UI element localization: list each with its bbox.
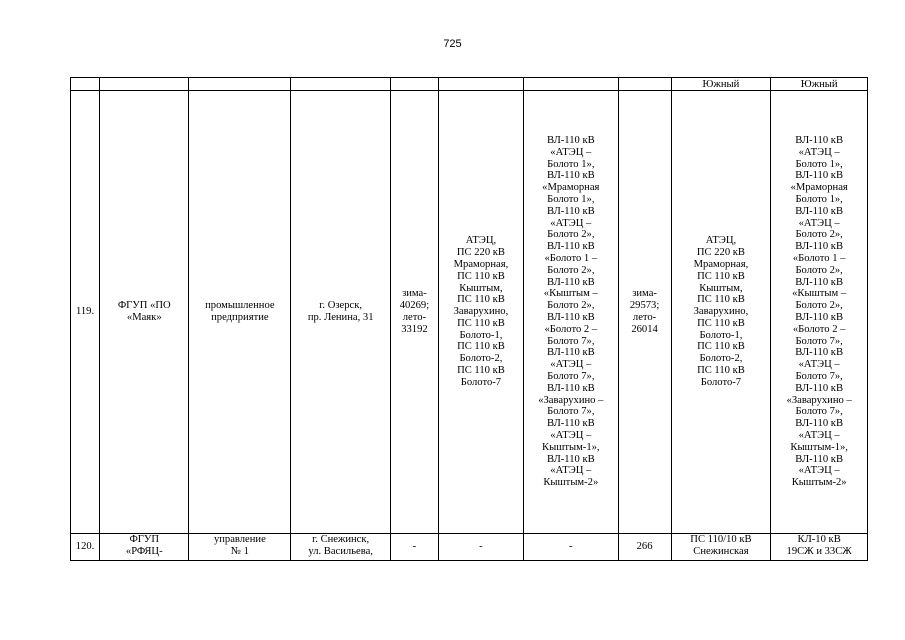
cell-line: ВЛ-110 кВ bbox=[795, 205, 844, 217]
data-table bbox=[70, 77, 868, 561]
cell-line: № 1 bbox=[230, 546, 249, 557]
header-cell bbox=[618, 78, 671, 91]
cell-line: Болото 2», bbox=[547, 229, 595, 241]
power-lines-cell-1 bbox=[524, 91, 619, 534]
load-cell-1 bbox=[391, 91, 439, 534]
cell-line: предприятие bbox=[211, 312, 269, 323]
cell-line: 29573; bbox=[629, 300, 660, 312]
organization-cell bbox=[100, 91, 189, 534]
cell-line: Кыштым-1», bbox=[542, 441, 600, 453]
header-cell bbox=[391, 78, 439, 91]
cell-line: «АТЭЦ – bbox=[798, 217, 840, 229]
cell-line: ПС 110 кВ bbox=[457, 365, 505, 377]
cell-line: ВЛ-110 кВ bbox=[546, 205, 595, 217]
header-cell: Южный bbox=[671, 78, 771, 91]
cell-line: ПС 110 кВ bbox=[697, 365, 745, 377]
cell-line: ФГУП bbox=[129, 534, 160, 545]
address-cell bbox=[291, 91, 391, 534]
cell-line: Болото 1», bbox=[547, 194, 595, 206]
cell-line: - bbox=[412, 541, 417, 552]
power-lines-cell-2 bbox=[771, 91, 868, 534]
header-row bbox=[71, 78, 868, 91]
header-cell bbox=[291, 78, 391, 91]
cell-line: АТЭЦ, bbox=[465, 235, 497, 247]
cell-line: ВЛ-110 кВ bbox=[795, 135, 844, 147]
cell-line: Болото-2, bbox=[459, 353, 503, 365]
power-lines-cell-2 bbox=[771, 534, 868, 561]
cell-line: ВЛ-110 кВ bbox=[546, 241, 595, 253]
cell-line: Болото-1, bbox=[459, 329, 503, 341]
cell-line: «Заварухино – bbox=[786, 394, 852, 406]
header-cell bbox=[71, 78, 100, 91]
cell-line: ВЛ-110 кВ bbox=[546, 312, 595, 323]
cell-line: ПС 110 кВ bbox=[457, 270, 505, 282]
cell-line: Заварухино, bbox=[453, 306, 509, 318]
cell-line: г. Озерск, bbox=[319, 300, 363, 312]
cell-line: ПС 220 кВ bbox=[456, 247, 505, 259]
cell-line: зима- bbox=[402, 288, 427, 300]
cell-line: ВЛ-110 кВ bbox=[795, 241, 844, 253]
cell-line: ПС 110 кВ bbox=[697, 317, 745, 329]
load-cell-2 bbox=[618, 534, 671, 561]
consumer-type-cell bbox=[189, 534, 291, 561]
cell-line: ВЛ-110 кВ bbox=[795, 276, 844, 288]
cell-line: Болото 1», bbox=[795, 194, 843, 206]
cell-line: Кыштым-2» bbox=[543, 477, 599, 489]
cell-line: АТЭЦ, bbox=[705, 235, 737, 247]
cell-line: ул. Васильева, bbox=[308, 546, 373, 557]
load-cell-1 bbox=[391, 534, 439, 561]
organization-cell bbox=[100, 534, 189, 561]
cell-line: Снежинская bbox=[693, 546, 749, 557]
cell-line: ВЛ-110 кВ bbox=[546, 135, 595, 147]
cell-line: г. Снежинск, bbox=[312, 534, 370, 545]
cell-line: «Кыштым – bbox=[543, 288, 598, 300]
cell-line: Заварухино, bbox=[693, 306, 749, 318]
cell-line: ВЛ-110 кВ bbox=[546, 170, 595, 182]
cell-line: Мраморная, bbox=[693, 258, 749, 270]
cell-line: зима- bbox=[632, 288, 657, 300]
cell-line: - bbox=[479, 541, 483, 552]
cell-line: Болото 7», bbox=[547, 335, 595, 347]
power-centers-cell-1 bbox=[438, 534, 523, 561]
cell-line: Болото-2, bbox=[699, 353, 743, 365]
cell-line: ПС 110 кВ bbox=[697, 341, 745, 353]
cell-line: Кыштым, bbox=[699, 282, 743, 294]
cell-line: Болото 1», bbox=[795, 158, 843, 170]
cell-line: ПС 110/10 кВ bbox=[690, 534, 752, 545]
cell-line: Болото 7», bbox=[547, 370, 595, 382]
cell-line: «Кыштым – bbox=[792, 288, 847, 300]
cell-line: 33192 bbox=[401, 323, 428, 335]
cell-line: лето- bbox=[632, 312, 657, 323]
cell-line: «АТЭЦ – bbox=[550, 146, 592, 158]
cell-line: Кыштым, bbox=[459, 282, 503, 294]
cell-line: Болото 7», bbox=[795, 406, 843, 418]
cell-line: ПС 110 кВ bbox=[457, 317, 505, 329]
cell-line: «АТЭЦ – bbox=[550, 359, 592, 371]
cell-line: Болото-7 bbox=[460, 376, 502, 388]
cell-line: «АТЭЦ – bbox=[798, 146, 840, 158]
cell-line: ВЛ-110 кВ bbox=[795, 382, 844, 394]
cell-line: пр. Ленина, 31 bbox=[307, 312, 374, 323]
cell-line: ПС 110 кВ bbox=[457, 341, 505, 353]
cell-line: лето- bbox=[402, 312, 427, 323]
cell-line: 40269; bbox=[399, 300, 430, 312]
cell-line: ВЛ-110 кВ bbox=[546, 453, 595, 465]
cell-line: ВЛ-110 кВ bbox=[546, 276, 595, 288]
cell-line: Болото 2», bbox=[795, 300, 843, 312]
cell-line: Болото 7», bbox=[795, 335, 843, 347]
cell-line: «АТЭЦ – bbox=[550, 429, 592, 441]
cell-line: Болото 1», bbox=[547, 158, 595, 170]
cell-line: Болото 2», bbox=[795, 229, 843, 241]
cell-line: - bbox=[569, 541, 573, 552]
cell-line: «АТЭЦ – bbox=[798, 429, 840, 441]
power-centers-cell-1 bbox=[438, 91, 523, 534]
cell-line: «АТЭЦ – bbox=[798, 359, 840, 371]
cell-line: ВЛ-110 кВ bbox=[795, 418, 844, 430]
cell-line: «Заварухино – bbox=[538, 394, 604, 406]
cell-line: ВЛ-110 кВ bbox=[546, 382, 595, 394]
cell-line: ВЛ-110 кВ bbox=[795, 170, 844, 182]
cell-line: ПС 110 кВ bbox=[697, 270, 745, 282]
cell-line: Болото 2», bbox=[547, 264, 595, 276]
cell-line: «РФЯЦ- bbox=[125, 546, 163, 557]
row-number: 119. bbox=[71, 91, 100, 534]
cell-line: Болото-1, bbox=[699, 329, 743, 341]
cell-line: Мраморная, bbox=[453, 258, 509, 270]
cell-line: 19СЖ и 33СЖ bbox=[786, 546, 852, 557]
cell-line: «Мраморная bbox=[542, 182, 600, 194]
cell-line: 266 bbox=[636, 541, 653, 552]
cell-line: Кыштым-1», bbox=[790, 441, 848, 453]
cell-line: Болото-7 bbox=[700, 376, 742, 388]
power-centers-cell-2 bbox=[671, 91, 771, 534]
cell-line: управление bbox=[213, 534, 266, 545]
page-number: 725 bbox=[443, 38, 462, 50]
cell-line: «Маяк» bbox=[126, 312, 162, 323]
table-row-120 bbox=[71, 534, 868, 561]
cell-line: промышленное bbox=[205, 300, 275, 312]
cell-line: ВЛ-110 кВ bbox=[795, 347, 844, 359]
header-cell bbox=[524, 78, 619, 91]
table-row-119 bbox=[71, 91, 868, 534]
load-cell-2 bbox=[618, 91, 671, 534]
cell-line: «Болото 2 – bbox=[544, 323, 598, 335]
cell-line: Болото 2», bbox=[547, 300, 595, 312]
cell-line: «АТЭЦ – bbox=[550, 217, 592, 229]
header-cell bbox=[438, 78, 523, 91]
cell-line: «Мраморная bbox=[790, 182, 848, 194]
cell-line: ПС 110 кВ bbox=[697, 294, 745, 306]
cell-line: КЛ-10 кВ bbox=[797, 534, 841, 545]
cell-line: 26014 bbox=[631, 323, 658, 335]
cell-line: «АТЭЦ – bbox=[798, 465, 840, 477]
cell-line: ВЛ-110 кВ bbox=[795, 312, 844, 323]
cell-line: Болото 2», bbox=[795, 264, 843, 276]
cell-line: ВЛ-110 кВ bbox=[546, 418, 595, 430]
cell-line: Болото 7», bbox=[547, 406, 595, 418]
address-cell bbox=[291, 534, 391, 561]
cell-line: ПС 110 кВ bbox=[457, 294, 505, 306]
power-lines-cell-1 bbox=[524, 534, 619, 561]
consumer-type-cell bbox=[189, 91, 291, 534]
header-cell bbox=[189, 78, 291, 91]
cell-line: ФГУП «ПО bbox=[117, 300, 171, 312]
power-centers-cell-2 bbox=[671, 534, 771, 561]
cell-line: Кыштым-2» bbox=[791, 477, 847, 489]
cell-line: ВЛ-110 кВ bbox=[795, 453, 844, 465]
cell-line: Болото 7», bbox=[795, 370, 843, 382]
row-number: 120. bbox=[71, 534, 100, 561]
cell-line: «АТЭЦ – bbox=[550, 465, 592, 477]
cell-line: «Болото 1 – bbox=[544, 253, 598, 265]
cell-line: «Болото 1 – bbox=[792, 253, 846, 265]
header-cell: Южный bbox=[771, 78, 868, 91]
header-cell bbox=[100, 78, 189, 91]
cell-line: ПС 220 кВ bbox=[696, 247, 745, 259]
cell-line: «Болото 2 – bbox=[792, 323, 846, 335]
cell-line: ВЛ-110 кВ bbox=[546, 347, 595, 359]
